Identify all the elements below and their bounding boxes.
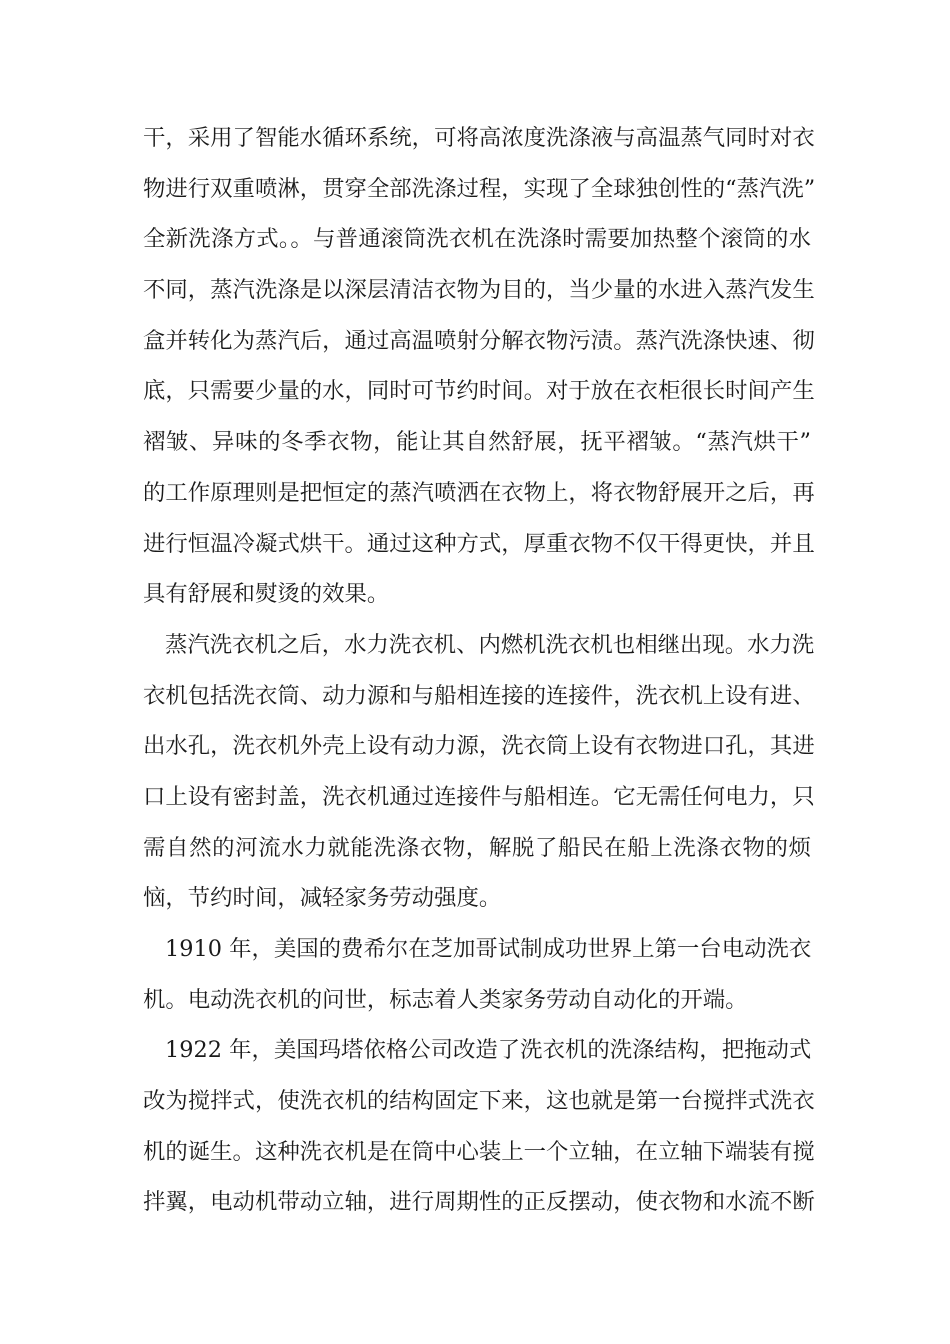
text-line: 机。电动洗衣机的问世，标志着人类家务劳动自动化的开端。 <box>143 986 748 1013</box>
text-line: 改为搅拌式，使洗衣机的结构固定下来，这也就是第一台搅拌式洗衣 <box>143 1088 815 1115</box>
text-line: 出水孔，洗衣机外壳上设有动力源，洗衣筒上设有衣物进口孔，其进 <box>143 733 815 760</box>
text-line: 全新洗涤方式。。与普通滚筒洗衣机在洗涤时需要加热整个滚筒的水 <box>143 226 811 253</box>
text-line: 需自然的河流水力就能洗涤衣物，解脱了船民在船上洗涤衣物的烦 <box>143 834 811 861</box>
text-line: 褶皱、异味的冬季衣物，能让其自然舒展，抚平褶皱。“蒸汽烘干” <box>143 429 811 456</box>
paragraph <box>143 924 811 1025</box>
paragraph <box>143 1025 815 1228</box>
text-line: 恼，节约时间，减轻家务劳动强度。 <box>143 885 502 912</box>
document-body <box>143 113 816 1228</box>
text-line: 1910 年，美国的费希尔在芝加哥试制成功世界上第一台电动洗衣 <box>165 936 812 962</box>
text-line: 的工作原理则是把恒定的蒸汽喷洒在衣物上，将衣物舒展开之后，再 <box>143 479 815 506</box>
paragraph <box>143 620 815 924</box>
paragraph <box>143 113 816 620</box>
text-line: 干，采用了智能水循环系统，可将高浓度洗涤液与高温蒸气同时对衣 <box>143 125 815 151</box>
text-line: 进行恒温冷凝式烘干。通过这种方式，厚重衣物不仅干得更快，并且 <box>143 530 815 557</box>
text-line: 蒸汽洗衣机之后，水力洗衣机、内燃机洗衣机也相继出现。水力洗 <box>165 631 815 658</box>
text-line: 底，只需要少量的水，同时可节约时间。对于放在衣柜很长时间产生 <box>143 378 815 405</box>
text-line: 拌翼，电动机带动立轴，进行周期性的正反摆动，使衣物和水流不断 <box>143 1189 815 1216</box>
text-line: 不同，蒸汽洗涤是以深层清洁衣物为目的，当少量的水进入蒸汽发生 <box>143 277 815 304</box>
text-line: 1922 年，美国玛塔依格公司改造了洗衣机的洗涤结构，把拖动式 <box>165 1037 812 1064</box>
text-line: 物进行双重喷淋，贯穿全部洗涤过程，实现了全球独创性的“蒸汽洗” <box>143 175 816 202</box>
text-line: 机的诞生。这种洗衣机是在筒中心装上一个立轴，在立轴下端装有搅 <box>143 1138 815 1165</box>
text-line: 口上设有密封盖，洗衣机通过连接件与船相连。它无需任何电力，只 <box>143 783 815 810</box>
text-line: 衣机包括洗衣筒、动力源和与船相连接的连接件，洗衣机上设有进、 <box>143 682 815 709</box>
text-line: 盒并转化为蒸汽后，通过高温喷射分解衣物污渍。蒸汽洗涤快速、彻 <box>143 327 815 354</box>
text-line: 具有舒展和熨烫的效果。 <box>143 581 390 608</box>
